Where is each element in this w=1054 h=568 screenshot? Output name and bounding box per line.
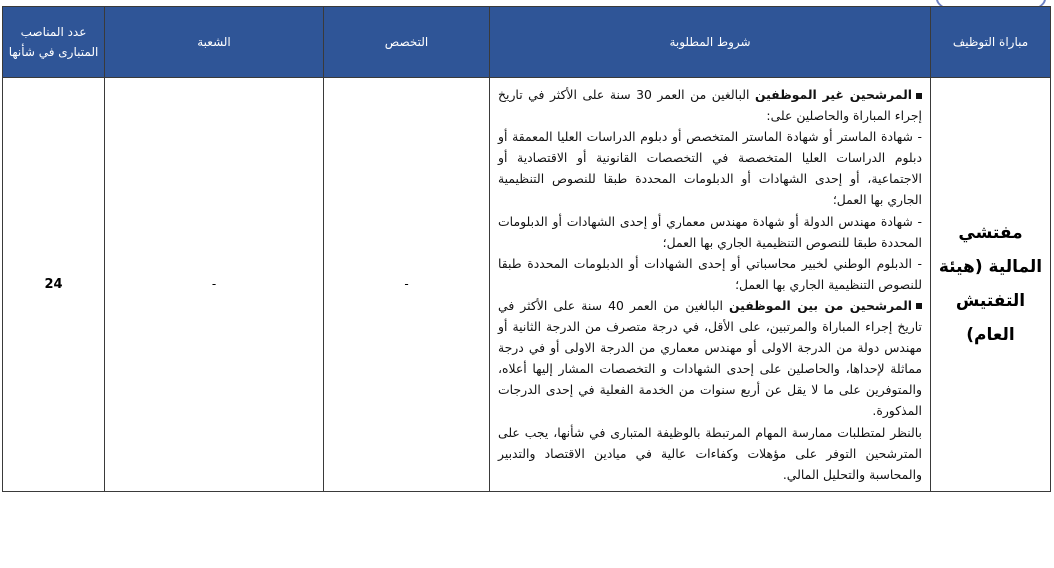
conditions-master-degree: - شهادة الماستر أو شهادة الماستر المتخصص أو دبلوم الدراسات العليا المعمقة أو دبلوم الدراسات العليا المتخصصة في التخصصات القانونية أو الاقتصادية أو الاجتماعية، أو إحدى الشهادات أو الدبلومات المحددة طبقا للنصوص التنظيمية الجاري بها العمل؛ xyxy=(498,129,922,208)
employees-text: البالغين من العمر 40 سنة على الأكثر في تاريخ إجراء المباراة والمرتبين، على الأقل، في درجة متصرف من الدرجة الثانية أو مهندس دولة من الدرجة الاولى أو مهندس معماري من الدرجة الاولى أو في درجة مماثلة لإحداها، والحاصلين على إحدى الشهادات و التخصصات المشار إليها أعلاه، والمتوفرين على ما لا يقل عن أربع سنوات من الخدمة الفعلية في إحدى الدرجات المذكورة. xyxy=(498,297,922,419)
header-specialty: التخصص xyxy=(324,7,490,78)
recruitment-table xyxy=(2,6,1051,492)
table-row xyxy=(3,78,1051,492)
non-employees-label: المرشحين غير الموظفين xyxy=(754,87,912,102)
contest-name-cell: مفتشي المالية (هيئة التفتيش العام) xyxy=(931,78,1051,492)
conditions-qualifications: بالنظر لمتطلبات ممارسة المهام المرتبطة بالوظيفة المتبارى في شأنها، يجب على المترشحين التوفر على مؤهلات وكفاءات عالية في ميادين الاقتصاد والتدبير والمحاسبة والتحليل المالي. xyxy=(498,424,922,482)
header-contest: مباراة التوظيف xyxy=(931,7,1051,78)
conditions-cell xyxy=(490,78,931,492)
conditions-engineer-degree: - شهادة مهندس الدولة أو شهادة مهندس معماري أو إحدى الشهادات أو الدبلومات المحددة طبقا للنصوص التنظيمية الجاري بها العمل؛ xyxy=(498,213,922,250)
posts-count-cell: 24 xyxy=(3,78,105,492)
square-bullet-icon xyxy=(916,303,922,309)
conditions-accountant-diploma: - الدبلوم الوطني لخبير محاسباتي أو إحدى الشهادات أو الدبلومات المحددة طبقا للنصوص التنظيمية الجاري بها العمل؛ xyxy=(498,255,922,292)
conditions-employees xyxy=(498,295,922,422)
conditions-non-employees xyxy=(498,84,922,126)
table-header-row xyxy=(3,7,1051,78)
square-bullet-icon xyxy=(916,93,922,99)
specialty-cell: - xyxy=(324,78,490,492)
header-posts-count: عدد المناصب المتبارى في شأنها xyxy=(3,7,105,78)
branch-cell: - xyxy=(105,78,324,492)
employees-label: المرشحين من بين الموظفين xyxy=(729,297,912,313)
non-employees-text: البالغين من العمر 30 سنة على الأكثر في تاريخ إجراء المباراة والحاصلين على: xyxy=(498,87,922,124)
header-conditions: شروط المطلوبة xyxy=(490,7,931,78)
header-branch: الشعبة xyxy=(105,7,324,78)
